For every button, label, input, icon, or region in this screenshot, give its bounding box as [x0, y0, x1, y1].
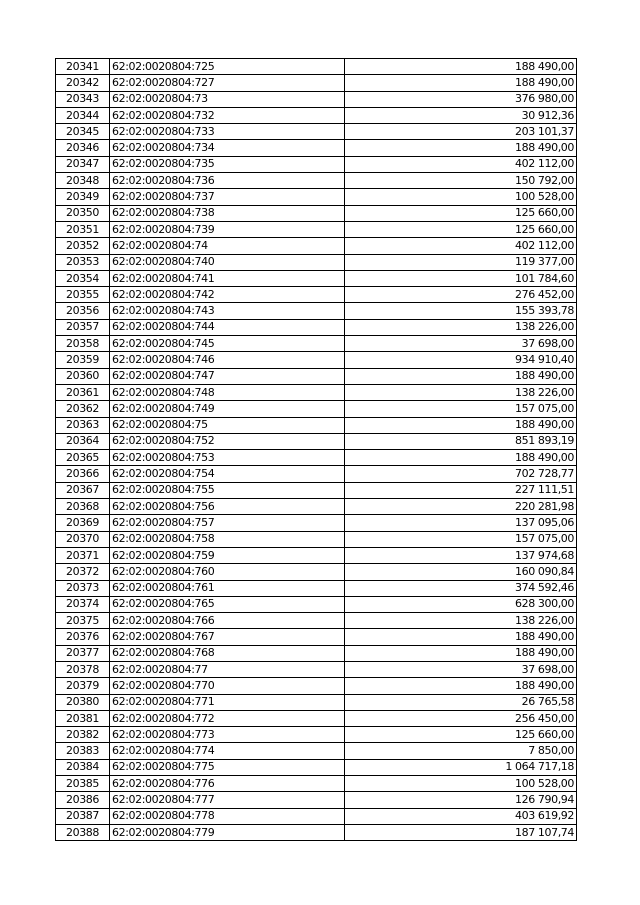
cadastral-number-cell: 62:02:0020804:761 — [110, 580, 345, 596]
table-row — [56, 450, 577, 466]
cadastral-value-cell: 37 698,00 — [345, 336, 577, 352]
table-row — [56, 417, 577, 433]
row-number-cell: 20341 — [56, 59, 110, 75]
row-number-cell: 20368 — [56, 499, 110, 515]
row-number-cell: 20362 — [56, 401, 110, 417]
cadastral-value-cell: 188 490,00 — [345, 678, 577, 694]
cadastral-number-cell: 62:02:0020804:754 — [110, 466, 345, 482]
cadastral-number-cell: 62:02:0020804:747 — [110, 368, 345, 384]
table-row — [56, 613, 577, 629]
cadastral-value-cell: 188 490,00 — [345, 368, 577, 384]
table-row — [56, 238, 577, 254]
cadastral-number-cell: 62:02:0020804:753 — [110, 450, 345, 466]
row-number-cell: 20373 — [56, 580, 110, 596]
row-number-cell: 20382 — [56, 727, 110, 743]
cadastral-value-cell: 138 226,00 — [345, 384, 577, 400]
row-number-cell: 20350 — [56, 205, 110, 221]
row-number-cell: 20355 — [56, 287, 110, 303]
row-number-cell: 20386 — [56, 792, 110, 808]
row-number-cell: 20358 — [56, 336, 110, 352]
cadastral-value-cell: 188 490,00 — [345, 450, 577, 466]
cadastral-value-cell: 227 111,51 — [345, 482, 577, 498]
cadastral-value-cell: 125 660,00 — [345, 727, 577, 743]
cadastral-number-cell: 62:02:0020804:756 — [110, 499, 345, 515]
cadastral-value-cell: 1 064 717,18 — [345, 759, 577, 775]
cadastral-number-cell: 62:02:0020804:774 — [110, 743, 345, 759]
cadastral-number-cell: 62:02:0020804:738 — [110, 205, 345, 221]
cadastral-value-cell: 188 490,00 — [345, 140, 577, 156]
cadastral-value-cell: 376 980,00 — [345, 91, 577, 107]
cadastral-value-cell: 188 490,00 — [345, 417, 577, 433]
table-row — [56, 433, 577, 449]
row-number-cell: 20375 — [56, 613, 110, 629]
table-row — [56, 75, 577, 91]
table-row — [56, 384, 577, 400]
cadastral-number-cell: 62:02:0020804:778 — [110, 808, 345, 824]
row-number-cell: 20352 — [56, 238, 110, 254]
cadastral-number-cell: 62:02:0020804:759 — [110, 547, 345, 563]
table-row — [56, 205, 577, 221]
cadastral-number-cell: 62:02:0020804:777 — [110, 792, 345, 808]
cadastral-value-cell: 125 660,00 — [345, 205, 577, 221]
table-row — [56, 91, 577, 107]
row-number-cell: 20370 — [56, 531, 110, 547]
cadastral-value-cell: 138 226,00 — [345, 319, 577, 335]
table-row — [56, 482, 577, 498]
cadastral-value-cell: 125 660,00 — [345, 221, 577, 237]
row-number-cell: 20371 — [56, 547, 110, 563]
table-row — [56, 189, 577, 205]
table-row — [56, 499, 577, 515]
table-row — [56, 270, 577, 286]
cadastral-number-cell: 62:02:0020804:779 — [110, 824, 345, 840]
row-number-cell: 20383 — [56, 743, 110, 759]
row-number-cell: 20363 — [56, 417, 110, 433]
cadastral-number-cell: 62:02:0020804:77 — [110, 661, 345, 677]
table-row — [56, 368, 577, 384]
row-number-cell: 20367 — [56, 482, 110, 498]
cadastral-value-cell: 100 528,00 — [345, 189, 577, 205]
cadastral-value-cell: 402 112,00 — [345, 238, 577, 254]
row-number-cell: 20380 — [56, 694, 110, 710]
row-number-cell: 20359 — [56, 352, 110, 368]
cadastral-value-cell: 702 728,77 — [345, 466, 577, 482]
cadastral-value-cell: 276 452,00 — [345, 287, 577, 303]
cadastral-value-cell: 138 226,00 — [345, 613, 577, 629]
table-body — [56, 59, 577, 841]
table-row — [56, 107, 577, 123]
cadastral-number-cell: 62:02:0020804:745 — [110, 336, 345, 352]
row-number-cell: 20374 — [56, 596, 110, 612]
row-number-cell: 20385 — [56, 776, 110, 792]
row-number-cell: 20357 — [56, 319, 110, 335]
row-number-cell: 20364 — [56, 433, 110, 449]
cadastral-number-cell: 62:02:0020804:733 — [110, 124, 345, 140]
row-number-cell: 20376 — [56, 629, 110, 645]
row-number-cell: 20377 — [56, 645, 110, 661]
table-row — [56, 254, 577, 270]
cadastral-number-cell: 62:02:0020804:771 — [110, 694, 345, 710]
row-number-cell: 20387 — [56, 808, 110, 824]
cadastral-number-cell: 62:02:0020804:727 — [110, 75, 345, 91]
cadastral-value-cell: 137 095,06 — [345, 515, 577, 531]
table-row — [56, 645, 577, 661]
table-row — [56, 173, 577, 189]
row-number-cell: 20353 — [56, 254, 110, 270]
cadastral-number-cell: 62:02:0020804:772 — [110, 710, 345, 726]
table-row — [56, 694, 577, 710]
table-row — [56, 336, 577, 352]
cadastral-number-cell: 62:02:0020804:776 — [110, 776, 345, 792]
row-number-cell: 20349 — [56, 189, 110, 205]
cadastral-number-cell: 62:02:0020804:740 — [110, 254, 345, 270]
table-row — [56, 221, 577, 237]
table-row — [56, 580, 577, 596]
cadastral-number-cell: 62:02:0020804:732 — [110, 107, 345, 123]
cadastral-value-cell: 30 912,36 — [345, 107, 577, 123]
cadastral-number-cell: 62:02:0020804:758 — [110, 531, 345, 547]
table-row — [56, 531, 577, 547]
cadastral-value-table — [55, 58, 577, 841]
row-number-cell: 20366 — [56, 466, 110, 482]
table-row — [56, 661, 577, 677]
cadastral-number-cell: 62:02:0020804:737 — [110, 189, 345, 205]
row-number-cell: 20369 — [56, 515, 110, 531]
table-row — [56, 710, 577, 726]
row-number-cell: 20343 — [56, 91, 110, 107]
table-row — [56, 352, 577, 368]
row-number-cell: 20381 — [56, 710, 110, 726]
row-number-cell: 20384 — [56, 759, 110, 775]
table-row — [56, 401, 577, 417]
table-row — [56, 156, 577, 172]
cadastral-value-cell: 402 112,00 — [345, 156, 577, 172]
cadastral-value-cell: 203 101,37 — [345, 124, 577, 140]
row-number-cell: 20388 — [56, 824, 110, 840]
row-number-cell: 20361 — [56, 384, 110, 400]
cadastral-value-cell: 7 850,00 — [345, 743, 577, 759]
cadastral-number-cell: 62:02:0020804:773 — [110, 727, 345, 743]
table-row — [56, 792, 577, 808]
table-row — [56, 287, 577, 303]
row-number-cell: 20356 — [56, 303, 110, 319]
cadastral-value-cell: 157 075,00 — [345, 401, 577, 417]
table-row — [56, 466, 577, 482]
cadastral-number-cell: 62:02:0020804:742 — [110, 287, 345, 303]
cadastral-value-cell: 137 974,68 — [345, 547, 577, 563]
cadastral-value-cell: 188 490,00 — [345, 75, 577, 91]
cadastral-value-cell: 150 792,00 — [345, 173, 577, 189]
row-number-cell: 20354 — [56, 270, 110, 286]
cadastral-number-cell: 62:02:0020804:765 — [110, 596, 345, 612]
cadastral-number-cell: 62:02:0020804:770 — [110, 678, 345, 694]
row-number-cell: 20346 — [56, 140, 110, 156]
table-row — [56, 776, 577, 792]
cadastral-number-cell: 62:02:0020804:743 — [110, 303, 345, 319]
cadastral-number-cell: 62:02:0020804:749 — [110, 401, 345, 417]
cadastral-value-cell: 119 377,00 — [345, 254, 577, 270]
table-row — [56, 678, 577, 694]
cadastral-value-cell: 126 790,94 — [345, 792, 577, 808]
cadastral-number-cell: 62:02:0020804:741 — [110, 270, 345, 286]
cadastral-number-cell: 62:02:0020804:735 — [110, 156, 345, 172]
cadastral-value-cell: 934 910,40 — [345, 352, 577, 368]
table-row — [56, 727, 577, 743]
cadastral-value-cell: 220 281,98 — [345, 499, 577, 515]
row-number-cell: 20345 — [56, 124, 110, 140]
cadastral-value-cell: 374 592,46 — [345, 580, 577, 596]
cadastral-value-cell: 26 765,58 — [345, 694, 577, 710]
table-row — [56, 743, 577, 759]
cadastral-number-cell: 62:02:0020804:760 — [110, 564, 345, 580]
cadastral-number-cell: 62:02:0020804:757 — [110, 515, 345, 531]
cadastral-value-cell: 188 490,00 — [345, 629, 577, 645]
cadastral-number-cell: 62:02:0020804:736 — [110, 173, 345, 189]
cadastral-value-cell: 188 490,00 — [345, 59, 577, 75]
row-number-cell: 20342 — [56, 75, 110, 91]
cadastral-number-cell: 62:02:0020804:746 — [110, 352, 345, 368]
cadastral-number-cell: 62:02:0020804:768 — [110, 645, 345, 661]
cadastral-number-cell: 62:02:0020804:775 — [110, 759, 345, 775]
table-row — [56, 303, 577, 319]
cadastral-value-cell: 187 107,74 — [345, 824, 577, 840]
cadastral-number-cell: 62:02:0020804:74 — [110, 238, 345, 254]
cadastral-value-cell: 188 490,00 — [345, 645, 577, 661]
cadastral-value-cell: 155 393,78 — [345, 303, 577, 319]
cadastral-value-cell: 628 300,00 — [345, 596, 577, 612]
table-row — [56, 824, 577, 840]
row-number-cell: 20344 — [56, 107, 110, 123]
cadastral-value-cell: 403 619,92 — [345, 808, 577, 824]
row-number-cell: 20365 — [56, 450, 110, 466]
table-row — [56, 124, 577, 140]
row-number-cell: 20348 — [56, 173, 110, 189]
table-row — [56, 547, 577, 563]
row-number-cell: 20360 — [56, 368, 110, 384]
cadastral-number-cell: 62:02:0020804:755 — [110, 482, 345, 498]
cadastral-number-cell: 62:02:0020804:748 — [110, 384, 345, 400]
cadastral-value-cell: 100 528,00 — [345, 776, 577, 792]
table-row — [56, 59, 577, 75]
cadastral-number-cell: 62:02:0020804:752 — [110, 433, 345, 449]
row-number-cell: 20351 — [56, 221, 110, 237]
cadastral-number-cell: 62:02:0020804:734 — [110, 140, 345, 156]
row-number-cell: 20379 — [56, 678, 110, 694]
cadastral-number-cell: 62:02:0020804:744 — [110, 319, 345, 335]
table-row — [56, 515, 577, 531]
table-row — [56, 808, 577, 824]
cadastral-number-cell: 62:02:0020804:73 — [110, 91, 345, 107]
cadastral-value-cell: 160 090,84 — [345, 564, 577, 580]
table-row — [56, 596, 577, 612]
cadastral-number-cell: 62:02:0020804:75 — [110, 417, 345, 433]
row-number-cell: 20378 — [56, 661, 110, 677]
cadastral-number-cell: 62:02:0020804:725 — [110, 59, 345, 75]
table-row — [56, 319, 577, 335]
table-row — [56, 140, 577, 156]
table-row — [56, 564, 577, 580]
row-number-cell: 20347 — [56, 156, 110, 172]
table-row — [56, 629, 577, 645]
cadastral-number-cell: 62:02:0020804:766 — [110, 613, 345, 629]
cadastral-value-cell: 37 698,00 — [345, 661, 577, 677]
cadastral-value-cell: 256 450,00 — [345, 710, 577, 726]
cadastral-number-cell: 62:02:0020804:767 — [110, 629, 345, 645]
table-row — [56, 759, 577, 775]
row-number-cell: 20372 — [56, 564, 110, 580]
cadastral-value-cell: 157 075,00 — [345, 531, 577, 547]
cadastral-value-cell: 851 893,19 — [345, 433, 577, 449]
cadastral-value-cell: 101 784,60 — [345, 270, 577, 286]
cadastral-number-cell: 62:02:0020804:739 — [110, 221, 345, 237]
